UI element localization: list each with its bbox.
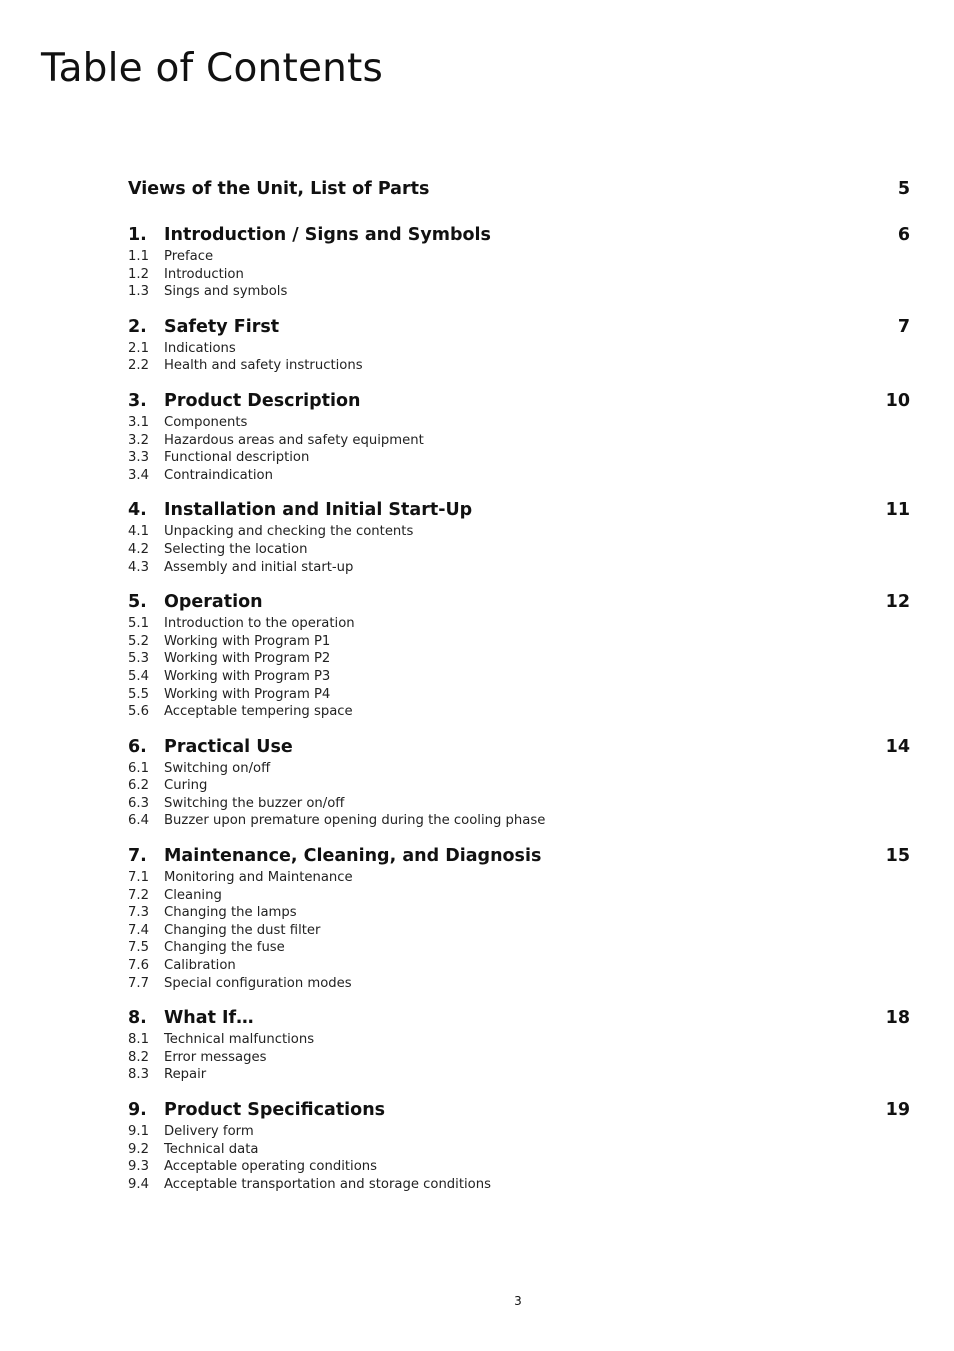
toc-section-title: What If… [164,1008,254,1029]
toc-subsection[interactable] [128,812,910,830]
toc-subsection[interactable] [128,559,910,577]
toc-subsection[interactable] [128,615,910,633]
toc-subsection-title: Working with Program P3 [164,668,331,684]
toc-subsection-number: 7.5 [128,940,149,956]
toc-subsection[interactable] [128,541,910,559]
toc-section [128,497,910,576]
toc-subsection-number: 7.2 [128,887,149,903]
toc-subsection[interactable] [128,887,910,905]
toc-section-title: Practical Use [164,736,293,757]
toc-subsection-title: Changing the dust filter [164,922,321,938]
toc-subsection-title: Working with Program P2 [164,651,331,667]
toc-subsection[interactable] [128,633,910,651]
toc-subsection-number: 7.1 [128,870,149,886]
toc-subsection[interactable] [128,1141,910,1159]
toc-section-title: Safety First [164,316,280,337]
toc-subsection-title: Curing [164,778,208,794]
toc-subsection-title: Health and safety instructions [164,358,363,374]
toc-section-page: 15 [885,846,910,867]
toc-subsection-title: Sings and symbols [164,284,288,300]
toc-section [128,1005,910,1084]
toc-section-heading[interactable] [128,843,910,869]
toc-subsection-title: Switching on/off [164,760,271,776]
toc-subsection[interactable] [128,922,910,940]
toc-subsection-title: Hazardous areas and safety equipment [164,432,424,448]
toc-intro-title: Views of the Unit, List of Parts [128,179,430,199]
toc-intro-page: 5 [897,179,910,199]
toc-section [128,1097,910,1193]
toc-section-heading[interactable] [128,222,910,248]
toc-section-heading[interactable] [128,734,910,760]
toc-subsection-title: Working with Program P1 [164,633,331,649]
toc-subsection-title: Functional description [164,450,310,466]
toc-subsection[interactable] [128,869,910,887]
toc-subsection-title: Repair [164,1067,207,1083]
toc-section-page: 19 [885,1100,910,1120]
toc-section-number: 2. [128,316,147,337]
toc-subsection-number: 1.2 [128,266,149,282]
toc-subsection-number: 4.3 [128,559,149,575]
toc-subsection[interactable] [128,467,910,485]
toc-section-page: 18 [885,1008,910,1029]
toc-subsection[interactable] [128,1176,910,1194]
toc-section-title: Introduction / Signs and Symbols [164,225,491,245]
toc-section-title: Installation and Initial Start-Up [164,500,473,521]
toc-section-number: 6. [128,736,147,757]
toc-subsection[interactable] [128,414,910,432]
toc-subsection-title: Special configuration modes [164,975,352,991]
toc-section-page: 12 [885,592,910,613]
toc-section [128,222,910,301]
page-number: 3 [514,1294,522,1308]
toc-subsection-number: 3.4 [128,467,149,483]
toc-section-page: 14 [885,736,910,757]
toc-section-heading[interactable] [128,589,910,615]
toc-section-title: Operation [164,592,263,613]
toc-subsection[interactable] [128,1049,910,1067]
toc-subsection-number: 5.2 [128,633,149,649]
toc-subsection[interactable] [128,283,910,301]
toc-sections [128,222,910,1193]
toc-subsection-number: 6.1 [128,760,149,776]
toc-subsection-number: 9.3 [128,1159,149,1175]
toc-subsection-number: 9.4 [128,1176,149,1192]
toc-section-title: Product Specifications [164,1100,386,1120]
toc-subsection[interactable] [128,1066,910,1084]
table-of-contents [128,176,910,1206]
toc-section [128,589,910,721]
toc-subsection-title: Working with Program P4 [164,686,331,702]
toc-subsection[interactable] [128,975,910,993]
toc-subsection[interactable] [128,449,910,467]
toc-section-page: 11 [885,500,910,521]
toc-subsection-title: Indications [164,340,236,356]
toc-section [128,388,910,484]
toc-subsection-number: 7.3 [128,905,149,921]
toc-subsection-title: Monitoring and Maintenance [164,870,353,886]
toc-section-title: Maintenance, Cleaning, and Diagnosis [164,846,542,867]
toc-section-title: Product Description [164,390,361,411]
toc-subsection[interactable] [128,357,910,375]
toc-subsection-number: 8.2 [128,1049,149,1065]
toc-subsection-number: 8.1 [128,1032,149,1048]
toc-subsection[interactable] [128,523,910,541]
toc-subsection-title: Cleaning [164,887,222,903]
toc-section-heading[interactable] [128,1005,910,1031]
toc-subsection[interactable] [128,248,910,266]
toc-subsection-number: 1.3 [128,284,149,300]
toc-subsection-number: 3.2 [128,432,149,448]
toc-subsection-title: Technical malfunctions [164,1032,315,1048]
toc-section-heading[interactable] [128,314,910,340]
toc-subsection-title: Delivery form [164,1124,254,1139]
toc-subsection-title: Changing the fuse [164,940,285,956]
toc-section [128,314,910,375]
toc-section-heading[interactable] [128,1097,910,1123]
toc-subsection-number: 6.2 [128,778,149,794]
toc-subsection-title: Buzzer upon premature opening during the cooling phase [164,813,546,829]
toc-subsection-number: 9.2 [128,1141,149,1157]
toc-subsection-number: 8.3 [128,1067,149,1083]
toc-subsection-number: 3.3 [128,450,149,466]
toc-subsection-number: 2.2 [128,358,149,374]
toc-subsection-number: 5.4 [128,668,149,684]
toc-subsection-number: 7.7 [128,975,149,991]
toc-subsection-title: Acceptable transportation and storage conditions [164,1176,491,1192]
toc-subsection[interactable] [128,432,910,450]
toc-subsection-title: Introduction [164,266,244,282]
toc-subsection-number: 7.6 [128,958,149,974]
toc-subsection-number: 5.3 [128,651,149,667]
toc-subsection-number: 9.1 [128,1124,149,1139]
toc-subsection-number: 3.1 [128,414,149,430]
toc-subsection-title: Technical data [164,1141,259,1157]
toc-subsection-number: 6.3 [128,795,149,811]
toc-subsection[interactable] [128,340,910,358]
toc-subsection-number: 5.1 [128,616,149,632]
toc-subsection-title: Preface [164,249,214,264]
toc-subsection[interactable] [128,1158,910,1176]
toc-subsection-number: 4.2 [128,541,149,557]
toc-subsection-title: Introduction to the operation [164,616,355,632]
toc-subsection-title: Contraindication [164,467,273,483]
toc-section-number: 8. [128,1008,147,1029]
toc-subsection[interactable] [128,703,910,721]
toc-section-number: 4. [128,500,147,521]
toc-subsection[interactable] [128,777,910,795]
toc-subsection[interactable] [128,266,910,284]
toc-subsection[interactable] [128,760,910,778]
toc-subsection[interactable] [128,686,910,704]
toc-subsection-number: 5.6 [128,704,149,720]
toc-subsection[interactable] [128,668,910,686]
toc-section-number: 3. [128,390,147,411]
toc-subsection-number: 5.5 [128,686,149,702]
toc-subsection-number: 7.4 [128,922,149,938]
toc-subsection[interactable] [128,904,910,922]
toc-subsection-title: Acceptable operating conditions [164,1159,378,1175]
toc-subsection-title: Switching the buzzer on/off [164,795,345,811]
toc-subsection[interactable] [128,795,910,813]
toc-section-heading[interactable] [128,388,910,414]
toc-subsection-title: Calibration [164,958,236,974]
toc-subsection-title: Assembly and initial start-up [164,559,354,575]
toc-subsection[interactable] [128,939,910,957]
toc-section-page: 10 [885,390,910,411]
toc-section-number: 1. [128,225,147,245]
toc-subsection-title: Changing the lamps [164,905,297,921]
toc-subsection-number: 2.1 [128,340,149,356]
toc-section-number: 9. [128,1100,147,1120]
toc-subsection-number: 6.4 [128,813,149,829]
toc-subsection[interactable] [128,957,910,975]
page-title: Table of Contents [41,46,384,91]
toc-subsection[interactable] [128,650,910,668]
toc-subsection-number: 1.1 [128,249,149,264]
toc-intro-entry[interactable] [128,176,910,202]
toc-subsection[interactable] [128,1031,910,1049]
toc-section-number: 5. [128,592,147,613]
toc-section [128,843,910,992]
toc-section-page: 6 [897,225,910,245]
toc-section-number: 7. [128,846,147,867]
toc-subsection-title: Acceptable tempering space [164,704,353,720]
toc-subsection-title: Selecting the location [164,541,308,557]
toc-section-page: 7 [897,316,910,337]
toc-subsection-title: Error messages [164,1049,267,1065]
toc-subsection-number: 4.1 [128,524,149,540]
toc-subsection-title: Components [164,414,248,430]
toc-subsection-title: Unpacking and checking the contents [164,524,414,540]
toc-subsection[interactable] [128,1123,910,1141]
toc-section-heading[interactable] [128,497,910,523]
toc-section [128,734,910,830]
